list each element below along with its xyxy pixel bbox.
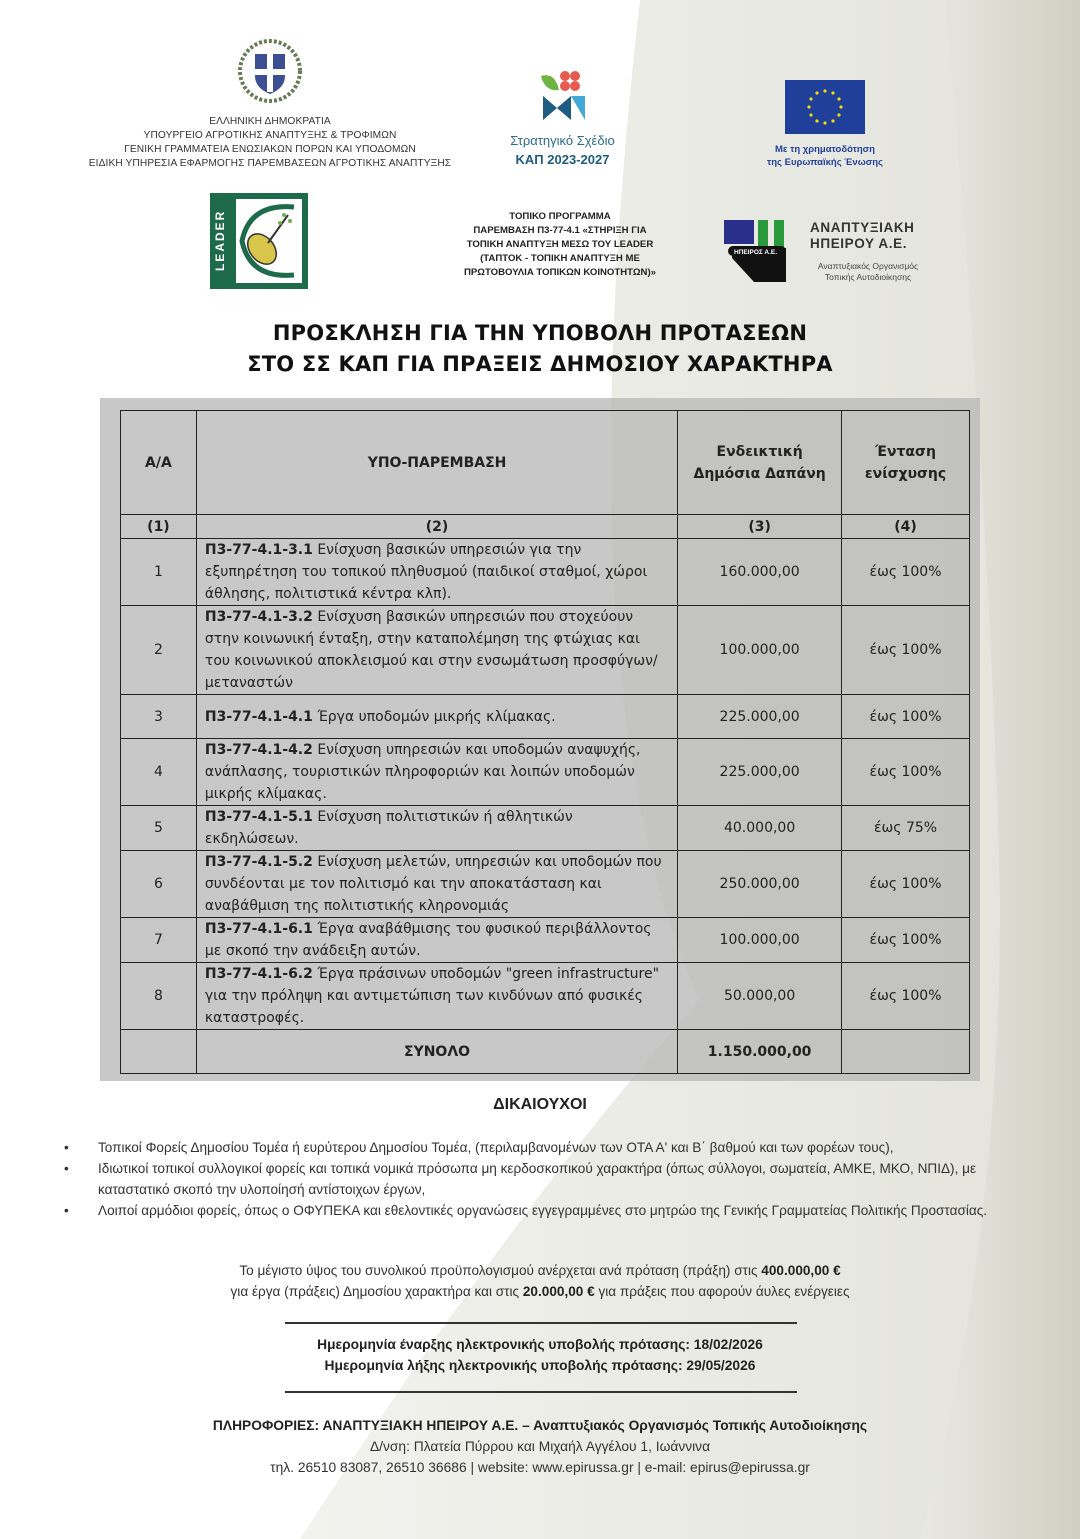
column-number: (1): [121, 515, 197, 539]
row-intensity: έως 100%: [842, 963, 970, 1030]
beneficiaries-title: ΔΙΚΑΙΟΥΧΟΙ: [493, 1096, 587, 1113]
header-line: Δημόσια Δαπάνη: [693, 465, 826, 482]
total-amount: 1.150.000,00: [678, 1030, 842, 1074]
row-intensity: έως 75%: [842, 806, 970, 851]
column-number-row: [121, 515, 970, 539]
sub-interventions-table-panel: [100, 398, 980, 1081]
row-intensity: έως 100%: [842, 739, 970, 806]
gov-line: ΕΛΛΗΝΙΚΗ ΔΗΜΟΚΡΑΤΙΑ: [209, 116, 331, 127]
table-row: [121, 739, 970, 806]
row-amount: 40.000,00: [678, 806, 842, 851]
program-description: [440, 210, 680, 280]
eu-funding-line: Με τη χρηματοδότηση: [775, 144, 875, 155]
anaptyxiaki-name-line: ΑΝΑΠΤΥΞΙΑΚΗ: [810, 220, 915, 235]
leader-logo: [210, 193, 308, 289]
row-aa: 5: [121, 806, 197, 851]
row-description: [196, 739, 677, 806]
contact-title: ΠΛΗΡΟΦΟΡΙΕΣ: ΑΝΑΠΤΥΞΙΑΚΗ ΗΠΕΙΡΟΥ Α.Ε. – Αναπτυξιακός Οργανισμός Τοπικής Αυτοδιοίκησης: [212, 1418, 868, 1433]
anaptyxiaki-badge-text: ΗΠΕΙΡΟΣ Α.Ε.: [734, 249, 778, 256]
anaptyxiaki-name-line: ΗΠΕΙΡΟΥ Α.Ε.: [810, 236, 908, 251]
page-title: [0, 318, 1080, 380]
row-amount: 225.000,00: [678, 695, 842, 739]
row-text: Ενίσχυση βασικών υπηρεσιών που στοχεύουν στην κοινωνική ένταξη, στην καταπολέμηση της φτώχιας και του κοινωνικού αποκλεισμού και στην ενσωμάτωση προσφύγων/μεταναστών: [204, 609, 658, 691]
table-header-row: [121, 411, 970, 515]
divider: [285, 1391, 797, 1393]
row-intensity: έως 100%: [842, 695, 970, 739]
bullet-icon: •: [64, 1161, 69, 1176]
table-row: [121, 851, 970, 918]
column-number: (2): [196, 515, 677, 539]
bullet-icon: •: [64, 1140, 69, 1155]
row-amount: 100.000,00: [678, 918, 842, 963]
row-intensity: έως 100%: [842, 539, 970, 606]
title-line: ΣΤΟ ΣΣ ΚΑΠ ΓΙΑ ΠΡΑΞΕΙΣ ΔΗΜΟΣΙΟΥ ΧΑΡΑΚΤΗΡΑ: [247, 352, 833, 376]
bullet-icon: •: [64, 1203, 69, 1218]
row-intensity: έως 100%: [842, 918, 970, 963]
row-description: [196, 918, 677, 963]
header-public-expenditure: [678, 411, 842, 515]
eu-funding-line: της Ευρωπαϊκής Ένωσης: [767, 157, 883, 168]
contact-info: [0, 1415, 1080, 1478]
program-line: (ΤΑΠΤΟΚ - ΤΟΠΙΚΗ ΑΝΑΠΤΥΞΗ ΜΕ: [480, 253, 640, 264]
row-code: Π3-77-4.1-6.2: [204, 966, 313, 982]
cap-years: ΚΑΠ 2023-2027: [515, 152, 610, 167]
row-amount: 225.000,00: [678, 739, 842, 806]
contact-details: τηλ. 26510 83087, 26510 36686 | website: www.epirussa.gr | e-mail: epirus@epirussa.gr: [270, 1460, 810, 1475]
table-row: [121, 606, 970, 695]
eu-logo: [755, 80, 895, 169]
row-amount: 50.000,00: [678, 963, 842, 1030]
program-line: ΤΟΠΙΚΗ ΑΝΑΠΤΥΞΗ ΜΕΣΩ ΤΟΥ LEADER: [466, 239, 654, 250]
row-description: [196, 963, 677, 1030]
row-code: Π3-77-4.1-3.1: [204, 542, 313, 558]
leader-text: LEADER: [213, 209, 227, 271]
table-row: [121, 695, 970, 739]
anaptyxiaki-sub-line: Αναπτυξιακός Οργανισμός: [817, 261, 919, 271]
row-text: Έργα πράσινων υποδομών "green infrastructure" για την πρόληψη και αντιμετώπιση των κινδύνων από φυσικές καταστροφές.: [204, 966, 660, 1026]
gov-line: ΓΕΝΙΚΗ ΓΡΑΜΜΑΤΕΙΑ ΕΝΩΣΙΑΚΩΝ ΠΟΡΩΝ ΚΑΙ ΥΠΟΔΟΜΩΝ: [124, 144, 416, 155]
start-date: Ημερομηνία έναρξης ηλεκτρονικής υποβολής πρότασης: 18/02/2026: [317, 1337, 763, 1352]
beneficiary-item: [64, 1158, 1024, 1200]
row-aa: 4: [121, 739, 197, 806]
row-text: Ενίσχυση μελετών, υπηρεσιών και υποδομών που συνδέονται με τον πολιτισμό και την αποκατάσταση και αναβάθμιση της πολιτιστικής κληρονομιάς: [204, 854, 662, 914]
row-amount: 100.000,00: [678, 606, 842, 695]
program-line: ΠΑΡΕΜΒΑΣΗ Π3-77-4.1 «ΣΤΗΡΙΞΗ ΓΙΑ: [473, 225, 647, 236]
row-aa: 7: [121, 918, 197, 963]
table-row: [121, 963, 970, 1030]
row-text: Ενίσχυση υπηρεσιών και υποδομών αναψυχής, ανάπλασης, τουριστικών πληροφοριών και λοιπών υποδομών μικρής κλίμακας.: [204, 742, 641, 802]
program-line: ΤΟΠΙΚΟ ΠΡΟΓΡΑΜΜΑ: [509, 211, 611, 222]
row-description: [196, 851, 677, 918]
beneficiary-text: Λοιποί αρμόδιοι φορείς, όπως ο ΟΦΥΠΕΚΑ και εθελοντικές οργανώσεις εγγεγραμμένες στο μητρώο της Γενικής Γραμματείας Πολιτικής Προστασίας.: [98, 1203, 988, 1218]
budget-text: για πράξεις που αφορούν άυλες ενέργειες: [594, 1284, 850, 1299]
title-line: ΠΡΟΣΚΛΗΣΗ ΓΙΑ ΤΗΝ ΥΠΟΒΟΛΗ ΠΡΟΤΑΣΕΩΝ: [272, 321, 808, 345]
row-aa: 1: [121, 539, 197, 606]
row-code: Π3-77-4.1-5.1: [204, 809, 313, 825]
beneficiary-item: [64, 1137, 1024, 1158]
program-line: ΠΡΩΤΟΒΟΥΛΙΑ ΤΟΠΙΚΩΝ ΚΟΙΝΟΤΗΤΩΝ)»: [463, 267, 657, 278]
row-description: [196, 695, 677, 739]
row-description: [196, 806, 677, 851]
budget-max-amount: 400.000,00 €: [761, 1263, 841, 1278]
row-intensity: έως 100%: [842, 606, 970, 695]
beneficiaries-list: [64, 1137, 1024, 1221]
gov-line: ΕΙΔΙΚΗ ΥΠΗΡΕΣΙΑ ΕΦΑΡΜΟΓΗΣ ΠΑΡΕΜΒΑΣΕΩΝ ΑΓΡΟΤΙΚΗΣ ΑΝΑΠΤΥΞΗΣ: [88, 158, 452, 169]
anaptyxiaki-sub-line: Τοπικής Αυτοδιοίκησης: [824, 272, 912, 282]
row-aa: 3: [121, 695, 197, 739]
header-aa: Α/Α: [121, 411, 197, 515]
row-code: Π3-77-4.1-4.2: [204, 742, 313, 758]
end-date: Ημερομηνία λήξης ηλεκτρονικής υποβολής πρότασης: 29/05/2026: [324, 1358, 756, 1373]
header-sub-intervention: ΥΠΟ-ΠΑΡΕΜΒΑΣΗ: [196, 411, 677, 515]
budget-text: για έργα (πράξεις) Δημοσίου χαρακτήρα και στις: [230, 1284, 523, 1299]
row-text: Έργα αναβάθμισης του φυσικού περιβάλλοντος με σκοπό την ανάδειξη αυτών.: [204, 921, 652, 959]
column-number: (4): [842, 515, 970, 539]
anaptyxiaki-ipeirou-logo: [724, 218, 944, 288]
row-amount: 160.000,00: [678, 539, 842, 606]
table-total-row: [121, 1030, 970, 1074]
contact-address: Δ/νση: Πλατεία Πύρρου και Μιχαήλ Αγγέλου 1, Ιωάννινα: [369, 1439, 711, 1454]
row-amount: 250.000,00: [678, 851, 842, 918]
row-text: Έργα υποδομών μικρής κλίμακας.: [317, 708, 556, 725]
beneficiary-item: [64, 1200, 1024, 1221]
budget-note: [0, 1260, 1080, 1302]
cap-logo: [500, 70, 625, 167]
table-row: [121, 918, 970, 963]
gov-line: ΥΠΟΥΡΓΕΙΟ ΑΓΡΟΤΙΚΗΣ ΑΝΑΠΤΥΞΗΣ & ΤΡΟΦΙΜΩΝ: [143, 130, 397, 141]
beneficiary-text: Ιδιωτικοί τοπικοί συλλογικοί φορείς και τοπικά νομικά πρόσωπα μη κερδοσκοπικού χαρακτήρα (όπως σύλλογοι, σωματεία, ΑΜΚΕ, ΜΚΟ, ΝΠΙΔ), με καταστατικό σκοπό την υλοποίησή αντίστοιχων έργων,: [98, 1161, 977, 1197]
budget-text: Το μέγιστο ύψος του συνολικού προϋπολογισμού ανέρχεται ανά πρόταση (πράξη) στις: [239, 1263, 762, 1278]
total-empty-cell: [842, 1030, 970, 1074]
row-code: Π3-77-4.1-3.2: [204, 609, 313, 625]
column-number: (3): [678, 515, 842, 539]
submission-dates: [0, 1334, 1080, 1376]
leader-icon: [210, 193, 308, 289]
total-empty-cell: [121, 1030, 197, 1074]
anaptyxiaki-subtitle: [808, 261, 928, 283]
table-row: [121, 806, 970, 851]
header-aid-intensity: [842, 411, 970, 515]
row-code: Π3-77-4.1-5.2: [204, 854, 313, 870]
budget-line: [0, 1260, 1080, 1281]
eu-flag-icon: [785, 80, 865, 134]
header-line: ενίσχυσης: [864, 465, 947, 482]
row-aa: 2: [121, 606, 197, 695]
row-code: Π3-77-4.1-6.1: [204, 921, 313, 937]
cap-plan-icon: [533, 70, 593, 126]
row-text: Ενίσχυση πολιτιστικών ή αθλητικών εκδηλώσεων.: [204, 809, 573, 847]
header-line: Ένταση: [875, 443, 936, 460]
row-description: [196, 606, 677, 695]
beneficiary-text: Τοπικοί Φορείς Δημοσίου Τομέα ή ευρύτερου Δημοσίου Τομέα, (περιλαμβανομένων των ΟΤΑ Α' και Β΄ βαθμού και των φορέων τους),: [98, 1140, 894, 1155]
row-description: [196, 539, 677, 606]
divider: [285, 1322, 797, 1324]
row-text: Ενίσχυση βασικών υπηρεσιών για την εξυπηρέτηση του τοπικού πληθυσμού (παιδικοί σταθμοί, χώροι άθλησης, πολιτιστικά κέντρα κλπ).: [204, 542, 648, 602]
budget-intangible-amount: 20.000,00 €: [522, 1284, 595, 1299]
total-label: ΣΥΝΟΛΟ: [196, 1030, 677, 1074]
header-line: Ενδεικτική: [716, 443, 803, 460]
row-aa: 8: [121, 963, 197, 1030]
row-code: Π3-77-4.1-4.1: [204, 708, 313, 725]
cap-title: Στρατηγικό Σχέδιο: [510, 133, 615, 148]
anaptyxiaki-name: [810, 220, 915, 252]
table-row: [121, 539, 970, 606]
row-aa: 6: [121, 851, 197, 918]
row-intensity: έως 100%: [842, 851, 970, 918]
sub-interventions-table: [120, 410, 970, 1074]
budget-line: [0, 1281, 1080, 1302]
anaptyxiaki-icon: [724, 218, 806, 284]
government-header: [80, 38, 460, 171]
greek-emblem-icon: [237, 38, 303, 104]
